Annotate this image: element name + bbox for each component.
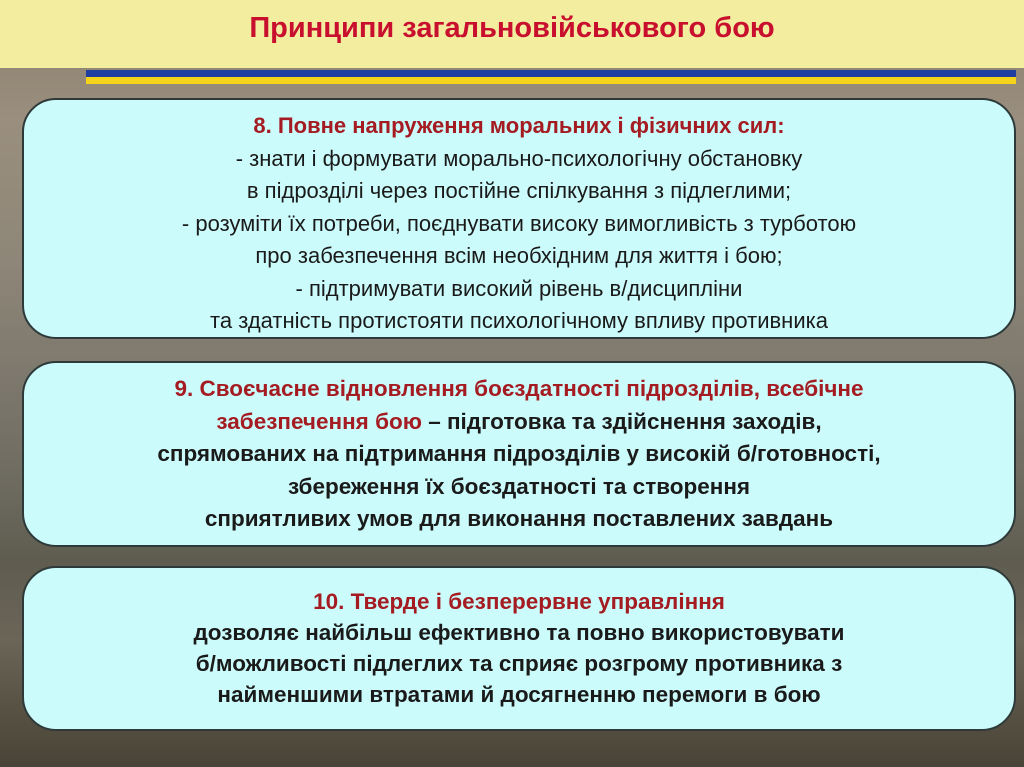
principle-10-line: дозволяє найбільш ефективно та повно використовувати — [193, 620, 845, 645]
principle-9-line: спрямованих на підтримання підрозділів у високій б/готовності, — [157, 441, 881, 466]
principle-8-panel — [22, 98, 1016, 339]
principle-9-heading-cont: забезпечення бою — [216, 408, 422, 434]
principle-8-line: - підтримувати високий рівень в/дисципліни — [295, 275, 743, 301]
slide-title: Принципи загальновійськового бою — [249, 12, 775, 44]
principle-8-heading: 8. Повне напруження моральних і фізичних сил: — [253, 113, 785, 138]
principle-9-panel — [22, 361, 1016, 547]
principle-10-line: б/можливості підлеглих та сприяє розгрому противника з — [195, 651, 843, 676]
principle-9-heading: 9. Своєчасне відновлення боєздатності підрозділів, всебічне — [174, 376, 864, 401]
principle-8-line: в підрозділі через постійне спілкування з підлеглими; — [246, 178, 792, 203]
flag-stripe-blue — [86, 70, 1016, 77]
principle-8-line: - знати і формувати морально-психологічну обстановку — [235, 145, 803, 171]
flag-stripe — [86, 70, 1016, 84]
principle-9-line: сприятливих умов для виконання поставлених завдань — [204, 506, 834, 531]
principle-8-line: - розуміти їх потреби, поєднувати високу вимогливість з турботою — [181, 210, 857, 236]
principle-9-heading-line2 — [24, 406, 1014, 439]
principle-10-line: найменшими втратами й досягненню перемоги в бою — [217, 682, 821, 707]
principle-9-line: – підготовка та здійснення заходів, — [421, 408, 822, 434]
principle-8-line: про забезпечення всім необхідним для життя і бою; — [255, 243, 783, 268]
principle-10-heading: 10. Тверде і безперервне управління — [313, 589, 725, 614]
principle-10-panel — [22, 566, 1016, 731]
flag-stripe-yellow — [86, 77, 1016, 84]
title-band — [0, 0, 1024, 68]
principle-8-line: та здатність протистояти психологічному впливу противника — [210, 308, 828, 333]
principle-9-line: збереження їх боєздатності та створення — [287, 473, 751, 499]
